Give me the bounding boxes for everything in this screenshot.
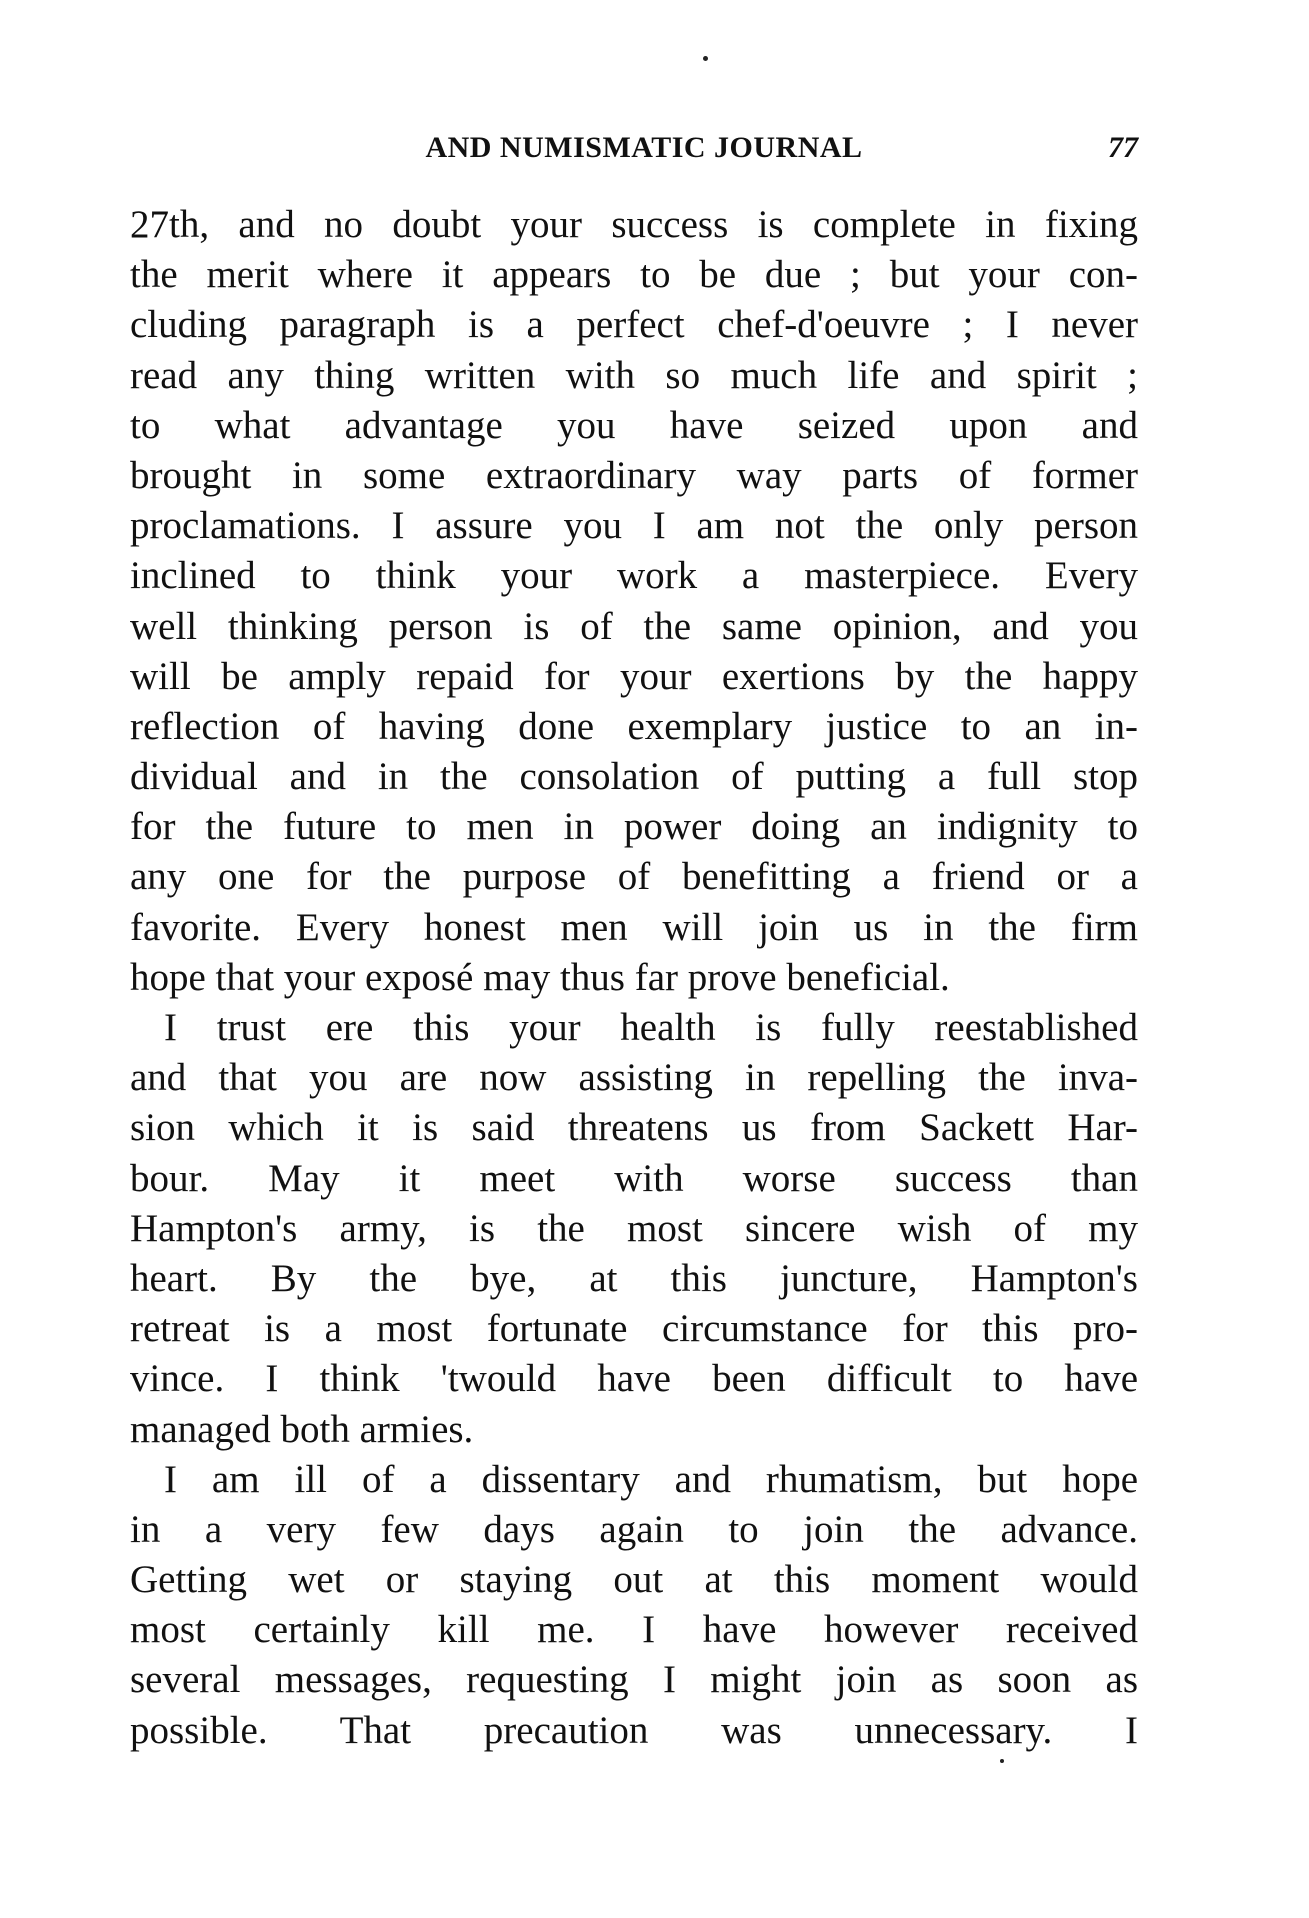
paragraph-2 bbox=[130, 1003, 1138, 1455]
body-text bbox=[130, 200, 1138, 1756]
text-line: to what advantage you have seized upon and bbox=[130, 403, 1138, 447]
running-head bbox=[130, 131, 1138, 171]
text-line: will be amply repaid for your exertions by the happy bbox=[130, 654, 1138, 698]
text-line: Getting wet or staying out at this moment would bbox=[130, 1558, 1138, 1602]
text-line: hope that your exposé may thus far prove beneficial. bbox=[130, 955, 950, 999]
paragraph-3 bbox=[130, 1455, 1138, 1756]
text-line: heart. By the bye, at this juncture, Hampton's bbox=[130, 1256, 1138, 1300]
text-line: I trust ere this your health is fully reestablished bbox=[164, 1006, 1138, 1049]
text-line: the merit where it appears to be due ; but your con- bbox=[130, 253, 1138, 297]
ink-speck-bottom bbox=[1000, 1759, 1004, 1763]
text-line: dividual and in the consolation of putting a full stop bbox=[130, 755, 1138, 799]
text-line: in a very few days again to join the advance. bbox=[130, 1507, 1138, 1551]
text-line: well thinking person is of the same opinion, and you bbox=[130, 604, 1138, 648]
text-line: reflection of having done exemplary justice to an in- bbox=[130, 704, 1138, 748]
text-line: sion which it is said threatens us from Sackett Har- bbox=[130, 1106, 1138, 1150]
text-line: vince. I think 'twould have been difficult to have bbox=[130, 1357, 1138, 1401]
text-line: several messages, requesting I might join as soon as bbox=[130, 1658, 1138, 1702]
text-line: favorite. Every honest men will join us in the firm bbox=[130, 905, 1138, 949]
text-line: read any thing written with so much life and spirit ; bbox=[130, 353, 1138, 397]
ink-speck-top bbox=[703, 56, 708, 61]
text-line: I am ill of a dissentary and rhumatism, but hope bbox=[164, 1457, 1138, 1501]
paragraph-1 bbox=[130, 200, 1138, 1003]
text-line: most certainly kill me. I have however received bbox=[130, 1608, 1138, 1652]
text-line: bour. May it meet with worse success than bbox=[130, 1156, 1138, 1200]
text-line: for the future to men in power doing an indignity to bbox=[130, 805, 1138, 849]
text-line: managed both armies. bbox=[130, 1407, 474, 1451]
text-line: and that you are now assisting in repelling the inva- bbox=[130, 1056, 1138, 1100]
text-line: retreat is a most fortunate circumstance for this pro- bbox=[130, 1307, 1138, 1351]
text-line: Hampton's army, is the most sincere wish of my bbox=[130, 1206, 1138, 1250]
text-line: proclamations. I assure you I am not the only person bbox=[130, 504, 1138, 548]
text-line: any one for the purpose of benefitting a friend or a bbox=[130, 855, 1138, 899]
text-line: cluding paragraph is a perfect chef-d'oeuvre ; I never bbox=[130, 303, 1138, 347]
running-title: AND NUMISMATIC JOURNAL bbox=[425, 131, 863, 164]
text-line: 27th, and no doubt your success is complete in fixing bbox=[130, 203, 1138, 246]
page-number: 77 bbox=[1108, 131, 1138, 164]
text-line: possible. That precaution was unnecessary. I bbox=[130, 1708, 1138, 1752]
text-line: inclined to think your work a masterpiece. Every bbox=[130, 554, 1138, 598]
text-line: brought in some extraordinary way parts of former bbox=[130, 453, 1138, 497]
